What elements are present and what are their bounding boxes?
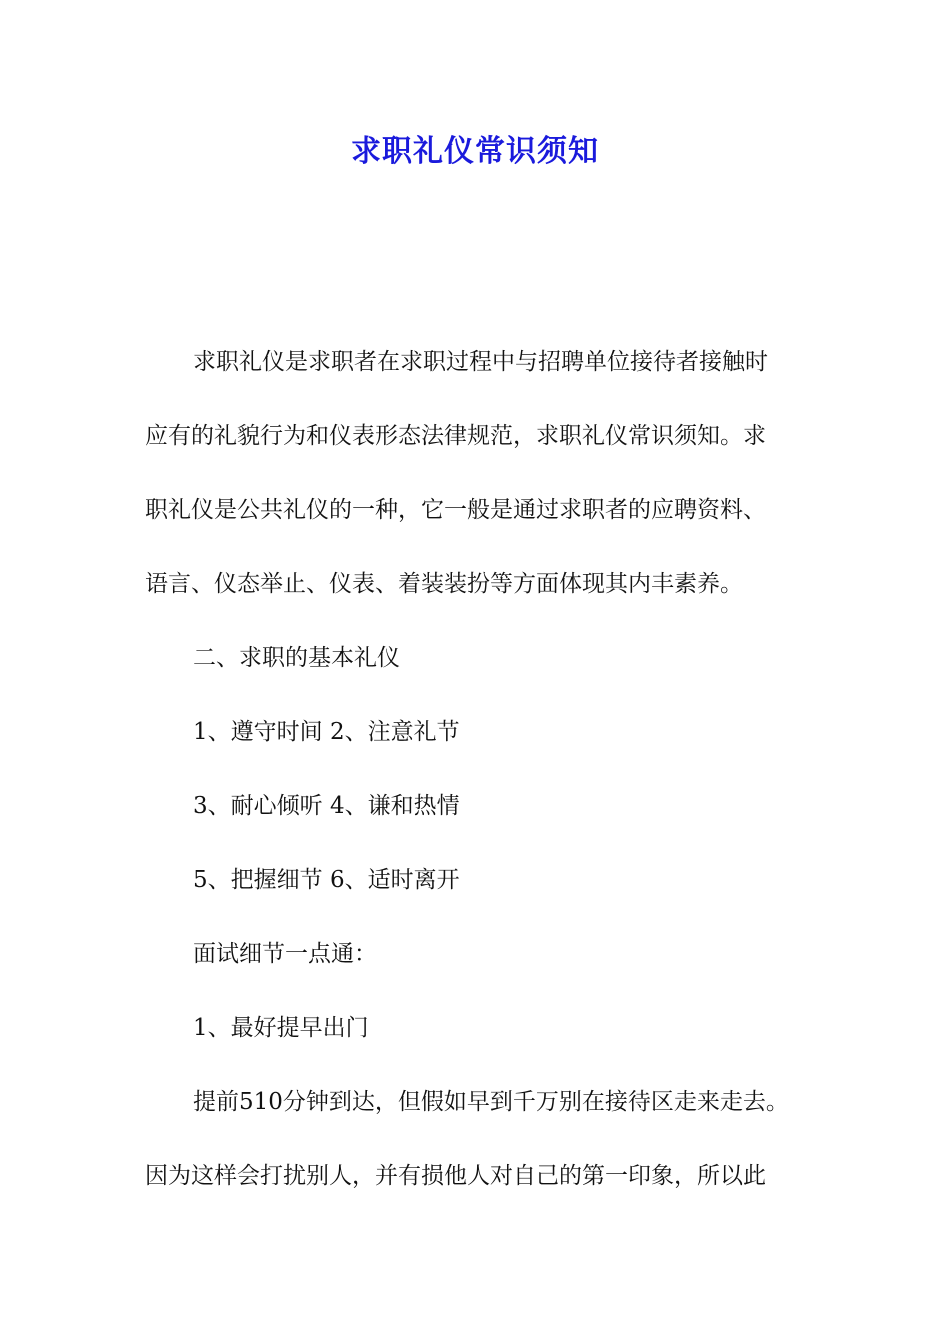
paragraph-line: 求职礼仪是求职者在求职过程中与招聘单位接待者接触时 xyxy=(193,349,768,375)
section-heading: 二、求职的基本礼仪 xyxy=(193,645,400,671)
paragraph-line: 应有的礼貌行为和仪表形态法律规范，求职礼仪常识须知。求 xyxy=(145,423,766,449)
list-item: 1、最好提早出门 xyxy=(193,1015,369,1041)
paragraph-line: 因为这样会打扰别人，并有损他人对自己的第一印象，所以此 xyxy=(145,1163,766,1189)
paragraph-line: 职礼仪是公共礼仪的一种，它一般是通过求职者的应聘资料、 xyxy=(145,497,766,523)
subheading: 面试细节一点通： xyxy=(193,941,377,967)
list-item: 1、遵守时间 2、注意礼节 xyxy=(193,719,460,745)
list-item: 5、把握细节 6、适时离开 xyxy=(193,867,460,893)
document-title: 求职礼仪常识须知 xyxy=(351,134,599,169)
list-item: 3、耐心倾听 4、谦和热情 xyxy=(193,793,460,819)
paragraph-line: 语言、仪态举止、仪表、着装装扮等方面体现其内丰素养。 xyxy=(145,571,743,597)
paragraph-line: 提前510分钟到达，但假如早到千万别在接待区走来走去。 xyxy=(193,1089,789,1115)
